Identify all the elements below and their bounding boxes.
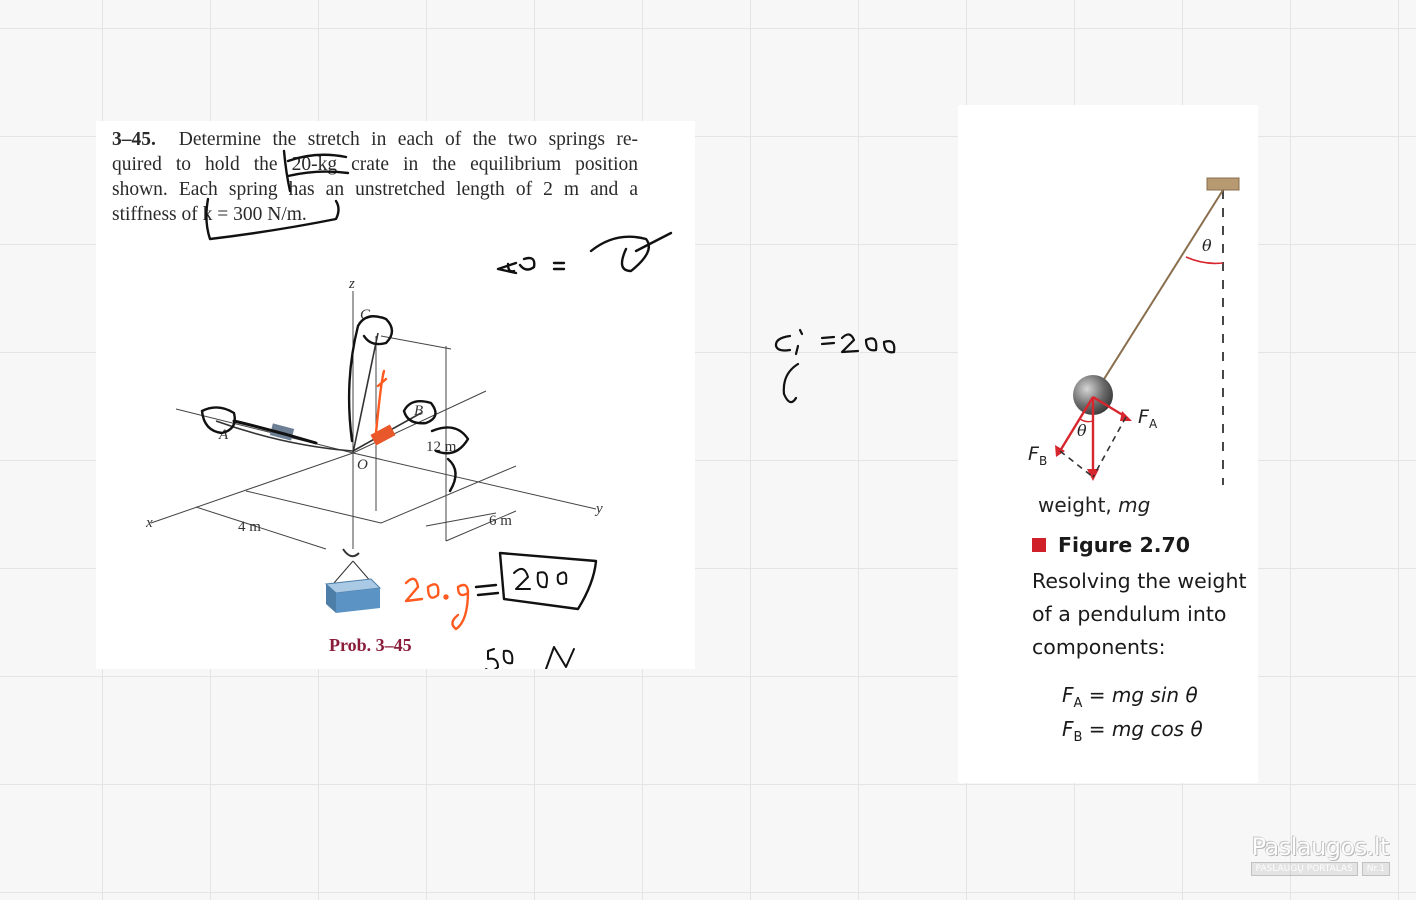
- note-equals: [822, 337, 834, 344]
- fa-arrowhead: [1120, 411, 1132, 421]
- fa-label-sub: A: [1148, 416, 1158, 431]
- fa-label-main: F: [1138, 406, 1149, 428]
- equation-fa-sub: A: [1073, 696, 1083, 711]
- equation-fb-sub: B: [1073, 730, 1083, 745]
- y-neg-axis-line: [353, 391, 486, 453]
- point-a-label: A: [219, 427, 229, 443]
- z-axis-label: z: [349, 276, 355, 292]
- figure-marker-icon: [1032, 538, 1046, 552]
- height-dim-top: [381, 336, 451, 349]
- weight-label-symbol: mg: [1118, 493, 1151, 517]
- equation-fb: [1062, 717, 1203, 745]
- figure-title: [1032, 533, 1190, 557]
- dash-fb: [1060, 451, 1093, 477]
- fb-label-sub: B: [1038, 453, 1048, 468]
- ceiling-block: [1207, 178, 1239, 190]
- watermark-nr: Nr.1: [1362, 862, 1390, 876]
- crate-hook: [343, 549, 359, 556]
- equation-fb-rhs: = mg cos θ: [1082, 717, 1203, 741]
- y-axis-label: y: [596, 501, 603, 517]
- point-c-label: C: [360, 307, 371, 323]
- x-axis-line: [151, 453, 353, 523]
- rear-x-line: [176, 409, 353, 453]
- theta-mid-label: θ: [1077, 421, 1087, 440]
- problem-caption: Prob. 3–45: [329, 635, 412, 655]
- figure-caption: Resolving the weight of a pendulum into components:: [1032, 569, 1247, 659]
- pendulum-figure: [958, 105, 1258, 783]
- figure-card[interactable]: [958, 105, 1258, 783]
- origin-label: O: [357, 457, 368, 473]
- y-axis-line: [353, 453, 596, 509]
- pendulum-rod: [1094, 190, 1223, 395]
- equation-fa-lhs: F: [1062, 683, 1074, 707]
- problem-line-3: shown. Each spring has an unstretched length of 2 m and a: [112, 179, 638, 200]
- dim-4m-label: 4 m: [238, 519, 261, 535]
- watermark-sub: [1251, 862, 1390, 876]
- dim-6m-label: 6 m: [489, 513, 512, 529]
- weight-label-text: weight,: [1038, 493, 1119, 517]
- crate: [326, 549, 380, 613]
- crate-rope-left: [334, 561, 353, 583]
- axes: [151, 291, 596, 549]
- dash-fa: [1093, 417, 1126, 477]
- fb-label-main: F: [1028, 443, 1039, 465]
- problem-card[interactable]: [96, 121, 695, 669]
- weight-arrowhead: [1087, 469, 1099, 481]
- note-0s: [866, 338, 894, 352]
- note-2: [842, 334, 858, 352]
- theta-arc-top: [1186, 257, 1223, 263]
- figure-title-text: Figure 2.70: [1058, 533, 1191, 557]
- dim-4m-line: [196, 507, 326, 549]
- fb-label: [1028, 443, 1047, 468]
- fa-label: [1138, 406, 1157, 431]
- problem-line-2: quired to hold the 20-kg crate in the equilibrium position: [112, 154, 638, 175]
- equation-fa: [1062, 683, 1198, 711]
- equation-fb-lhs: F: [1062, 717, 1074, 741]
- note-sigma: [776, 336, 790, 351]
- dim-12m-label: 12 m: [426, 439, 457, 455]
- theta-top-label: θ: [1202, 236, 1212, 255]
- watermark-brand: Paslaugos.lt: [1251, 833, 1389, 861]
- watermark-logo: [1251, 833, 1390, 876]
- problem-line-4: stiffness of k = 300 N/m.: [112, 204, 307, 225]
- note-index: [796, 330, 802, 354]
- floor-guide-1: [246, 491, 381, 523]
- note-curl: [784, 364, 798, 402]
- problem-line-1-text: Determine the stretch in each of the two springs re-: [178, 129, 639, 150]
- equation-fa-rhs: = mg sin θ: [1082, 683, 1198, 707]
- watermark-tag: PASLAUGŲ PORTALAS: [1251, 862, 1358, 876]
- problem-number: 3–45.: [112, 129, 156, 150]
- x-axis-label: x: [146, 515, 153, 531]
- weight-label: [1038, 493, 1150, 517]
- force-arrows: [1055, 397, 1132, 481]
- spring-diagram: [96, 121, 695, 669]
- point-b-label: B: [414, 403, 424, 419]
- spring-b: [370, 425, 395, 446]
